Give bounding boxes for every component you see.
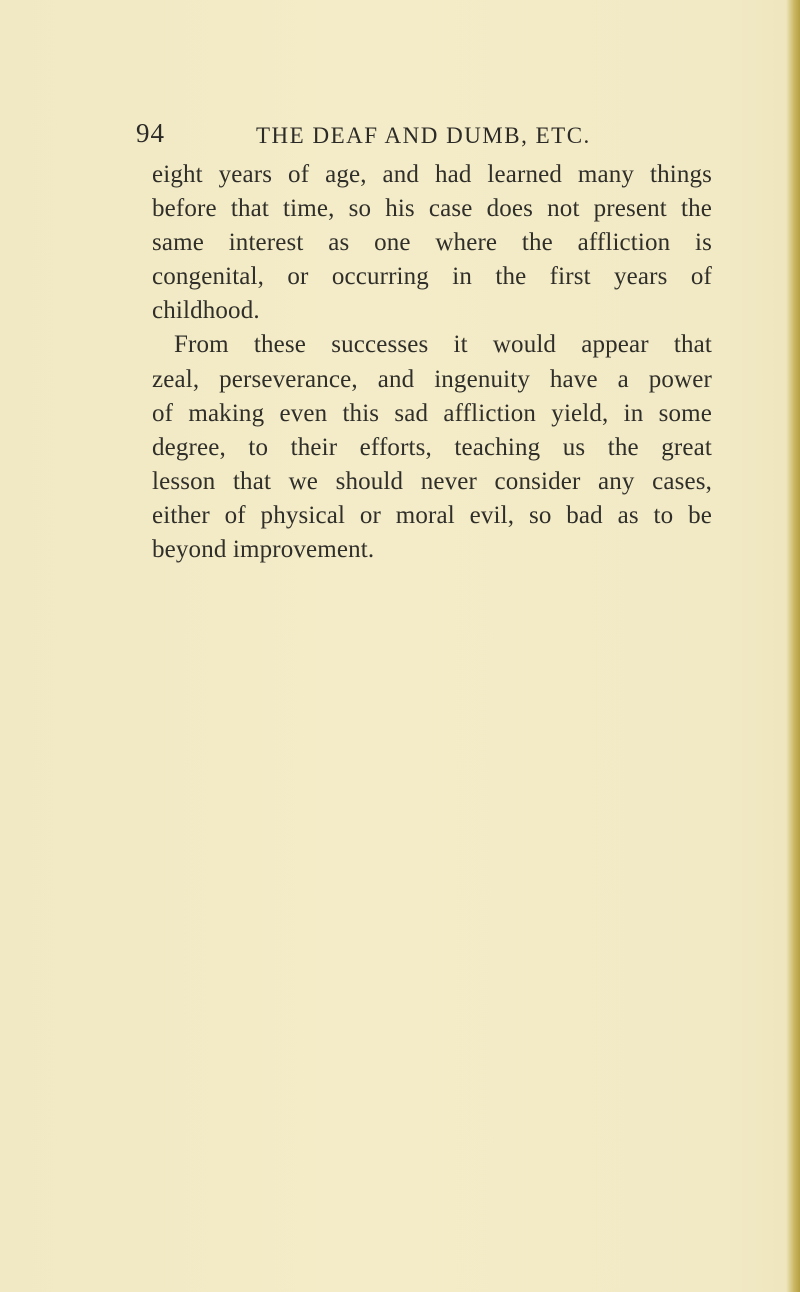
running-head-title: THE DEAF AND DUMB, ETC.	[256, 123, 591, 148]
text-line: From these successes it would appear that	[174, 331, 712, 359]
text-line: childhood.	[152, 297, 260, 325]
page-number: 94	[136, 118, 165, 148]
text-line: degree, to their efforts, teaching us the great	[152, 433, 712, 461]
text-line: either of physical or moral evil, so bad as to be	[152, 501, 712, 529]
text-line: lesson that we should never consider any cases,	[152, 467, 712, 495]
running-head	[136, 118, 606, 152]
text-line: same interest as one where the affliction is	[152, 229, 712, 257]
paragraph-2	[152, 328, 712, 567]
text-line: zeal, perseverance, and ingenuity have a power	[152, 365, 712, 393]
text-line: congenital, or occurring in the first years of	[152, 263, 712, 291]
text-line: before that time, so his case does not present the	[152, 195, 712, 223]
text-line: eight years of age, and had learned many things	[152, 161, 712, 188]
text-line: beyond improvement.	[152, 536, 375, 564]
text-line: of making even this sad affliction yield, in some	[152, 399, 712, 427]
paragraph-1	[152, 158, 712, 328]
page-edge-shadow	[786, 0, 800, 1292]
body-text	[152, 158, 712, 567]
